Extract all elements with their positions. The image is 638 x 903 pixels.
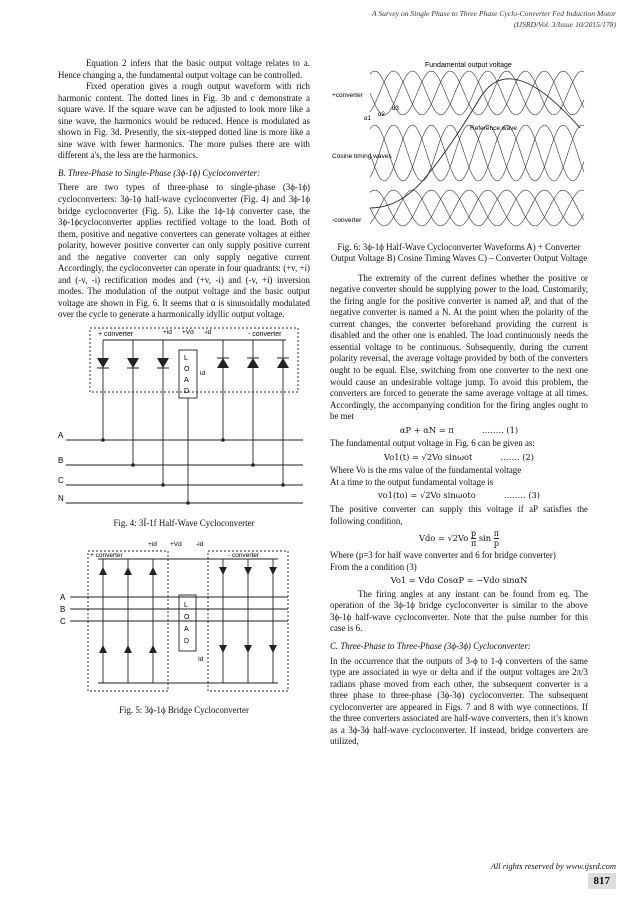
paragraph: From the a condition (3): [330, 561, 417, 572]
fig4-id: id: [200, 370, 206, 378]
fig6-alpha3: α3: [392, 106, 399, 112]
fig4-phase-a: A: [58, 431, 64, 441]
eq2-body: Vo1(t) = √2Vo sinωot: [384, 451, 473, 462]
eq1-body: αP + αN = π: [399, 424, 454, 435]
paragraph: The extremity of the current defines whether the positive or negative converter should be supplying power to the load. Customarily, the firing angle for the positive converter is named aP, and that of the negative converter is named a N. At the point when the polarity of the current changes, the converter beforehand providing the current is disabled and the other one is enabled. The load continuously needs the essential voltage to be continuous. Subsequently, during the current polarity reversal, the average voltage provided by both of the converters ought to be equal. Else, switching from one converter to the next one would cause an undesirable voltage jump. To avoid this problem, the converters are forced to generate the same average voltage at all times. Accordingly, the accompanying condition for the firing angles ought to be met: [330, 272, 588, 422]
fig5-pos-converter: + converter: [90, 552, 123, 560]
eq4-f1-num: p: [471, 529, 477, 539]
paragraph: Where Vo is the rms value of the fundamental voltage: [330, 465, 522, 476]
right-column: [330, 58, 588, 748]
eq4-frac2: [494, 529, 499, 548]
page-number: 817: [588, 873, 617, 889]
section-heading-c: C. Three-Phase to Three-Phase (3ϕ-3ϕ) Cycloconverter:: [330, 640, 531, 651]
fig4-caption: Fig. 4: 3Ï-1f Half-Wave Cycloconverter: [113, 517, 255, 528]
running-header: [372, 8, 616, 30]
fig4-v-pos: +Vd: [182, 329, 194, 337]
paragraph: The fundamental output voltage in Fig. 6 can be given as:: [330, 438, 535, 449]
fig4-load-l: L: [184, 355, 188, 363]
fig5-i-neg: -id: [196, 541, 204, 549]
fig4-i-neg: -id: [204, 329, 212, 337]
fig5-load-l: L: [184, 602, 188, 610]
fig5-neg-converter: - converter: [228, 552, 260, 560]
equation-5: Vo1 = Vdo CosαP = −Vdo sinαN: [390, 575, 528, 586]
fig6-phase-wave: [370, 190, 584, 226]
fig4-neg-converter: - converter: [248, 331, 282, 339]
paragraph: Fixed operation gives a rough output waveform with rich harmonic content. The dotted lines in Fig. 3b and c demonstrate a square wave. If the square wave can be adjusted to look more like a sine wave, the harmonics would be reduced. Hence is modulated as shown in Fig. 3d. Presently, the six-stepped dotted line is more like a sine wave with fewer harmonics. The more pulses there are with different a's, the less are the harmonics.: [58, 81, 310, 161]
fig6-phase-wave: [370, 71, 584, 115]
fig6-title: Fundamental output voltage: [425, 62, 512, 69]
fig6-phase-wave: [370, 125, 584, 181]
fig5-caption: Fig. 5: 3ϕ-1ϕ Bridge Cycloconverter: [119, 704, 249, 715]
fig4-load-d: D: [184, 388, 190, 396]
eq3-tag: …….. (3): [503, 490, 541, 501]
fig5-phase-a: A: [60, 593, 66, 603]
paragraph: In the occurrence that the outputs of 3-ϕ to 1-ϕ converters of the same type are associated in wye or delta and if the output voltages are 2π/3 radians phase moved from each other, the subsequent converter is a three phase to three-phase (3ϕ-3ϕ) cycloconverter. The subsequent cycloconverter are appeared in Figs. 7 and 8 with wye connections. If the three converters associated are half-wave converters, then it’s known as a 3ϕ-3ϕ half-wave cycloconverter. If instead, bridge converters are utilized,: [330, 655, 588, 747]
fig6-alpha1: α1: [364, 116, 371, 122]
fig6-phase-wave: [370, 125, 584, 181]
paragraph: Equation 2 infers that the basic output voltage relates to a. Hence changing a, the fundamental output voltage can be controlled.: [58, 58, 310, 80]
header-title: A Survey on Single Phase to Three Phase Cyclo-Converter Fed Induction Motor: [371, 9, 616, 18]
fig4-load-o: O: [184, 366, 190, 374]
fig6-minus-converter: -converter: [332, 217, 362, 224]
eq4-sin: sin: [478, 533, 492, 544]
fig4-phase-n: N: [58, 494, 64, 504]
fig5-load-d: D: [184, 638, 190, 646]
fig6-phase-wave: [370, 125, 584, 181]
eq4-f2-num: π: [493, 529, 500, 539]
eq4-left: Vdo = √2Vo: [418, 533, 469, 544]
fig6-phase-wave: [370, 71, 584, 115]
fig6-alpha2: α2: [378, 112, 385, 118]
fig6-caption: Fig. 6: 3ϕ-1ϕ Half-Wave Cycloconverter Waveforms A) + Converter Output Voltage B) Cosine Timing Waves C) – Converter Output Voltage: [330, 241, 588, 264]
eq3-body: vo1(to) = √2Vo sinωoto: [377, 490, 476, 501]
figure-6: [330, 58, 588, 238]
fig6-phase-wave: [370, 190, 584, 226]
paragraph: The firing angles at any instant can be found from eq. The operation of the 3ϕ-1ϕ bridge cycloconverter is similar to the above 3ϕ-1ϕ half-wave cycloconverter. Note that the pulse number for this case is 6.: [330, 588, 588, 634]
figure-5: [58, 537, 310, 701]
fig4-load-a: A: [184, 377, 189, 385]
paragraph: At a time to the output fundamental voltage is: [330, 476, 494, 487]
fig4-pos-converter: + converter: [98, 331, 134, 339]
fig4-circuit: [58, 325, 310, 510]
fig5-v-pos: +Vd: [170, 541, 182, 549]
fig6-waveforms: [330, 58, 588, 234]
fig6-reference-label: Reference wave: [470, 125, 517, 132]
section-heading-b: B. Three-Phase to Single-Phase (3ϕ-1ϕ) Cycloconverter:: [58, 167, 261, 178]
fig5-id: Id: [198, 656, 204, 664]
eq1-tag: …….. (1): [481, 424, 519, 435]
footer-rights: All rights reserved by www.ijsrd.com: [490, 861, 616, 871]
equation-3: [330, 490, 588, 502]
fig6-phase-wave: [370, 71, 584, 115]
fig5-phase-c: C: [60, 617, 66, 627]
equation-4: [330, 529, 588, 548]
fig5-phase-b: B: [60, 605, 66, 615]
eq2-tag: ……. (2): [500, 451, 534, 462]
figure-4: [58, 325, 310, 514]
fig5-load-o: O: [184, 614, 190, 622]
eq4-frac1: [471, 529, 476, 548]
fig6-cosine-label: Cosine timing waves: [332, 153, 392, 160]
equation-1: [330, 425, 588, 437]
fig4-phase-c: C: [58, 476, 64, 486]
header-volume: (IJSRD/Vol. 3/Issue 10/2015/178): [513, 20, 616, 29]
fig6-phase-wave: [370, 190, 584, 226]
paragraph: The positive converter can supply this voltage if aP satisfies the following condition,: [330, 504, 588, 526]
fig6-plus-converter: +converter: [332, 92, 363, 99]
paragraph: Where (p=3 for half wave converter and 6 for bridge converter): [330, 550, 556, 561]
paragraph: There are two types of three-phase to single-phase (3ϕ-1ϕ) cycloconverters: 3ϕ-1ϕ half-wave cycloconverter (Fig. 4) and 3ϕ-1ϕ bridge cycloconverter (Fig. 5). Like the 1ϕ-1ϕ converter case, the 3ϕ-1ϕcycloconverter applies rectified voltage to the load. Both of them, positive and negative converters can generate voltages at either polarity, however positive converter can only supply positive current and the negative converter can only supply negative current Accordingly, the cycloconverter can operate in four quadrants: (+v, +i) and (-v, -i) rectification modes and (+v, -i) and (-v, +i) inversion modes. The modulation of the output voltage and the basic output voltage are shown in Fig. 6. It seems that α is sinusoidally modulated over the cycle to generate a harmonically idyllic output voltage.: [58, 182, 310, 320]
equation-2: [330, 452, 588, 464]
fig4-phase-b: B: [58, 456, 64, 466]
left-column: [58, 58, 310, 724]
fig5-i-pos: +id: [148, 541, 157, 549]
eq4-f2-den: p: [493, 539, 499, 549]
eq4-f1-den: π: [470, 539, 477, 549]
fig5-circuit: [58, 537, 310, 697]
fig5-load-a: A: [184, 626, 189, 634]
fig4-i-pos: +id: [163, 329, 172, 337]
